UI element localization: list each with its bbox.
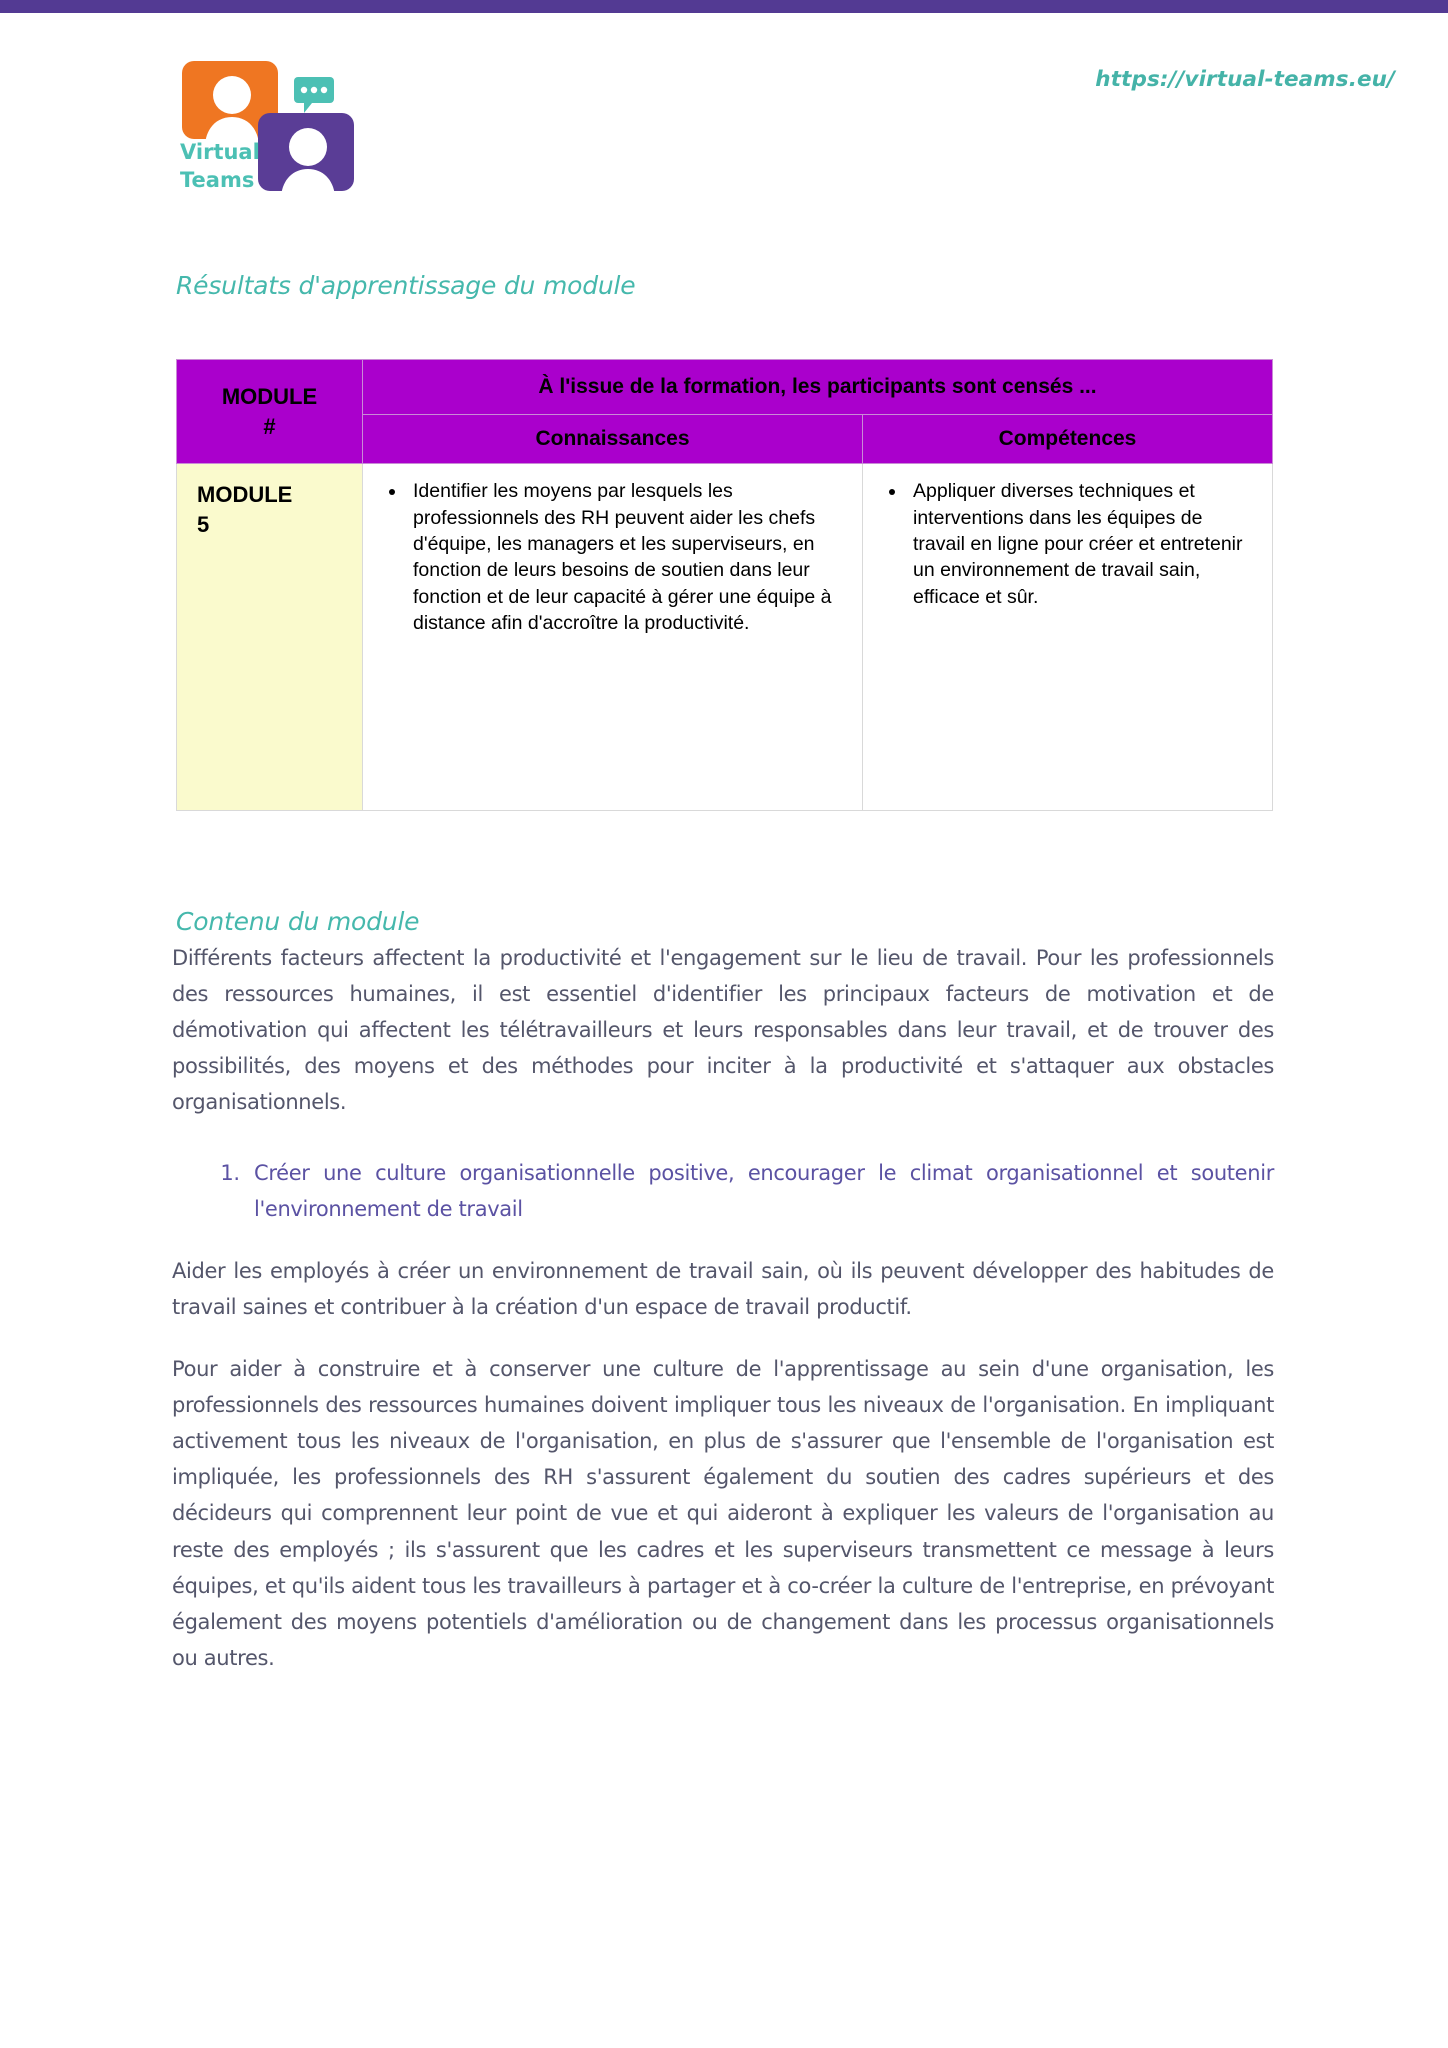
table-header-row-1: [177, 360, 1273, 415]
cell-skills: [863, 464, 1273, 811]
top-accent-bar: [0, 0, 1448, 13]
document-page: [0, 13, 1448, 1670]
header-cell-module: [177, 360, 363, 464]
virtual-teams-logo: [176, 55, 366, 195]
module-label: MODULE: [197, 482, 293, 508]
module-topics-list: [172, 1155, 1274, 1227]
header-cell-skills: Compétences: [863, 415, 1273, 464]
heading-module-content: Contenu du module: [176, 907, 420, 936]
paragraph-learning-culture: Pour aider à construire et à conserver une culture de l'apprentissage au sein d'une organisation, les professionnels des ressources humaines doivent impliquer tous les niveaux de l'organisation. En impliquant activement tous les niveaux de l'organisation, en plus de s'assurer que l'ensemble de l'organisation est impliquée, les professionnels des RH s'assurent également du soutien des cadres supérieurs et des décideurs qui comprennent leur point de vue et qui aideront à expliquer les valeurs de l'organisation au reste des employés ; ils s'assurent que les cadres et les superviseurs transmettent ce message à leurs équipes, et qu'ils aident tous les travailleurs à partager et à co-créer la culture de l'entreprise, en prévoyant également des moyens potentiels d'amélioration ou de changement dans les processus organisationnels ou autres.: [172, 1356, 1274, 1670]
paragraph-intro: Différents facteurs affectent la productivité et l'engagement sur le lieu de travail. Pour les professionnels des ressources humaines, il est essentiel d'identifier les principaux facteurs de motivation et de démotivation qui affectent les télétravailleurs et leurs responsables dans leur travail, et de trouver des possibilités, des moyens et des méthodes pour inciter à la productivité et s'attaquer aux obstacles organisationnels.: [172, 946, 1274, 1115]
site-url-link[interactable]: https://virtual-teams.eu/: [1095, 67, 1395, 92]
table-row: [177, 464, 1273, 811]
header-cell-statement: À l'issue de la formation, les participants sont censés ...: [363, 360, 1273, 415]
logo-text-line2: Teams: [180, 168, 255, 192]
cell-module-number: [177, 464, 363, 811]
list-item: • Identifier les moyens par lesquels les professionnels des RH peuvent aider les chefs d'équipe, les managers et les superviseurs, en fonction de leurs besoins de soutien dans leur fonction et de leur capacité à gérer une équipe à distance afin d'accroître la productivité.: [407, 478, 848, 636]
cell-knowledge: [363, 464, 863, 811]
list-item: • Appliquer diverses techniques et interventions dans les équipes de travail en ligne pour créer et entretenir un environnement de travail sain, efficace et sûr.: [907, 478, 1258, 610]
header-module-hash: #: [263, 413, 276, 439]
module-content-section: [172, 907, 1274, 1676]
logo-text-line1: Virtual: [180, 140, 260, 164]
paragraph-healthy-environment: Aider les employés à créer un environnement de travail sain, où ils peuvent développer des habitudes de travail saines et contribuer à la création d'un espace de travail productif.: [172, 1258, 1274, 1319]
page-header: [0, 13, 1448, 192]
header-module-label: MODULE: [221, 383, 318, 409]
skills-list: [877, 478, 1258, 610]
heading-learning-outcomes: Résultats d'apprentissage du module: [176, 271, 636, 300]
module-number: 5: [197, 511, 210, 537]
learning-outcomes-table: [176, 359, 1273, 811]
list-item: 1. Créer une culture organisationnelle positive, encourager le climat organisationnel et soutenir l'environnement de travail: [246, 1155, 1274, 1227]
knowledge-list: [377, 478, 848, 636]
header-cell-knowledge: Connaissances: [363, 415, 863, 464]
